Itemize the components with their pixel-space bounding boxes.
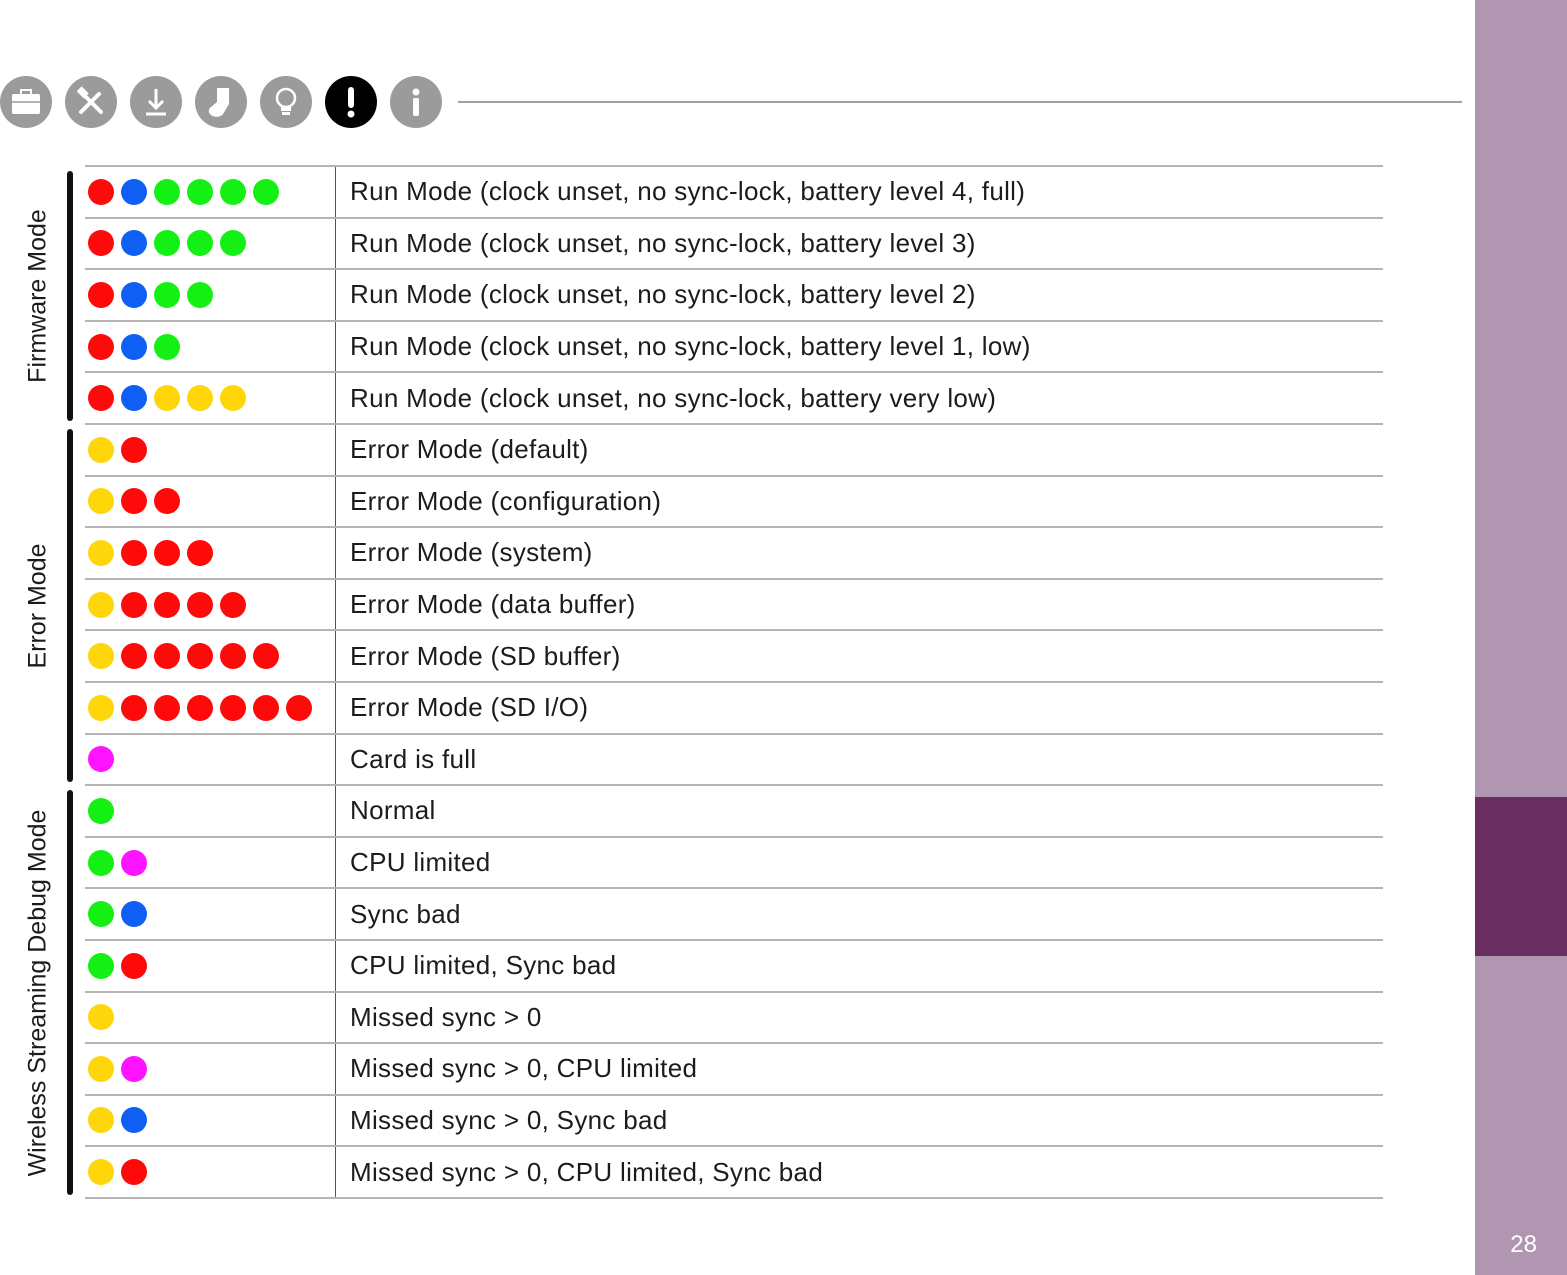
section-bracket	[67, 171, 73, 421]
led-dot-yellow	[154, 385, 180, 411]
led-dot-blue	[121, 334, 147, 360]
led-pattern	[85, 631, 336, 681]
led-dot-red	[154, 592, 180, 618]
status-description: Run Mode (clock unset, no sync-lock, battery level 2)	[350, 279, 976, 310]
led-dot-red	[121, 1159, 147, 1185]
exclamation-icon[interactable]	[325, 76, 377, 128]
led-dot-green	[220, 230, 246, 256]
led-pattern	[85, 941, 336, 991]
led-dot-red	[187, 592, 213, 618]
led-dot-green	[187, 179, 213, 205]
section-label: Firmware Mode	[23, 209, 52, 383]
sidebar-active-section	[1475, 797, 1567, 956]
led-dot-red	[121, 592, 147, 618]
led-pattern	[85, 425, 336, 475]
tools-icon[interactable]	[65, 76, 117, 128]
led-dot-blue	[121, 179, 147, 205]
led-dot-green	[88, 850, 114, 876]
led-dot-red	[154, 643, 180, 669]
led-pattern	[85, 1147, 336, 1197]
led-dot-green	[88, 798, 114, 824]
led-dot-yellow	[220, 385, 246, 411]
table-row	[85, 219, 1383, 271]
led-dot-red	[121, 953, 147, 979]
status-description: Error Mode (system)	[350, 537, 593, 568]
led-dot-red	[154, 488, 180, 514]
status-description: CPU limited	[350, 847, 491, 878]
led-pattern	[85, 838, 336, 888]
status-description: Missed sync > 0, Sync bad	[350, 1104, 668, 1135]
led-dot-yellow	[88, 1159, 114, 1185]
led-dot-red	[121, 540, 147, 566]
led-dot-red	[154, 540, 180, 566]
header-divider	[458, 101, 1462, 103]
led-dot-magenta	[121, 850, 147, 876]
section-label: Wireless Streaming Debug Mode	[23, 809, 52, 1177]
led-pattern	[85, 993, 336, 1043]
led-pattern	[85, 167, 336, 217]
led-pattern	[85, 735, 336, 785]
table-row	[85, 322, 1383, 374]
led-dot-green	[253, 179, 279, 205]
led-dot-green	[154, 334, 180, 360]
led-dot-red	[253, 643, 279, 669]
table-row	[85, 786, 1383, 838]
section-icon-row	[0, 76, 442, 130]
status-description: Run Mode (clock unset, no sync-lock, battery level 1, low)	[350, 331, 1031, 362]
table-row	[85, 167, 1383, 219]
led-dot-red	[121, 437, 147, 463]
led-dot-red	[88, 385, 114, 411]
led-dot-red	[88, 230, 114, 256]
download-icon[interactable]	[130, 76, 182, 128]
table-row	[85, 631, 1383, 683]
led-dot-yellow	[88, 695, 114, 721]
led-dot-red	[154, 695, 180, 721]
led-dot-magenta	[88, 746, 114, 772]
table-row	[85, 941, 1383, 993]
led-dot-magenta	[121, 1056, 147, 1082]
table-row	[85, 683, 1383, 735]
status-description: Missed sync > 0	[350, 1001, 542, 1032]
status-description: Missed sync > 0, CPU limited	[350, 1053, 698, 1084]
led-status-table	[85, 165, 1383, 1199]
led-dot-yellow	[88, 1056, 114, 1082]
status-description: Sync bad	[350, 898, 461, 929]
led-dot-green	[88, 901, 114, 927]
led-dot-blue	[121, 282, 147, 308]
led-pattern	[85, 683, 336, 733]
status-description: Error Mode (SD I/O)	[350, 692, 589, 723]
led-dot-yellow	[88, 540, 114, 566]
led-dot-green	[187, 230, 213, 256]
status-description: Error Mode (configuration)	[350, 485, 662, 516]
page-number: 28	[1510, 1231, 1537, 1258]
led-pattern	[85, 219, 336, 269]
led-dot-green	[220, 179, 246, 205]
status-description: Error Mode (data buffer)	[350, 589, 636, 620]
table-row	[85, 838, 1383, 890]
briefcase-icon[interactable]	[0, 76, 52, 128]
led-dot-red	[220, 592, 246, 618]
led-dot-yellow	[187, 385, 213, 411]
led-dot-blue	[121, 230, 147, 256]
led-dot-blue	[121, 901, 147, 927]
table-row	[85, 993, 1383, 1045]
status-description: Run Mode (clock unset, no sync-lock, battery level 3)	[350, 227, 976, 258]
led-pattern	[85, 580, 336, 630]
led-dot-green	[154, 230, 180, 256]
led-dot-red	[88, 179, 114, 205]
led-dot-red	[121, 488, 147, 514]
section-bracket	[67, 429, 73, 782]
status-description: Run Mode (clock unset, no sync-lock, battery level 4, full)	[350, 176, 1026, 207]
table-row	[85, 373, 1383, 425]
section-label: Error Mode	[23, 543, 52, 669]
table-row	[85, 1044, 1383, 1096]
led-dot-green	[154, 179, 180, 205]
table-row	[85, 889, 1383, 941]
section-bracket	[67, 790, 73, 1195]
led-pattern	[85, 786, 336, 836]
led-pattern	[85, 270, 336, 320]
led-dot-yellow	[88, 643, 114, 669]
led-pattern	[85, 373, 336, 423]
status-description: Normal	[350, 795, 436, 826]
led-dot-red	[253, 695, 279, 721]
led-dot-yellow	[88, 592, 114, 618]
sock-icon[interactable]	[195, 76, 247, 128]
led-dot-red	[121, 695, 147, 721]
led-dot-yellow	[88, 1107, 114, 1133]
led-pattern	[85, 1044, 336, 1094]
led-dot-blue	[121, 385, 147, 411]
table-row	[85, 580, 1383, 632]
led-dot-green	[187, 282, 213, 308]
led-pattern	[85, 477, 336, 527]
led-dot-red	[220, 643, 246, 669]
led-dot-yellow	[88, 1004, 114, 1030]
led-dot-red	[286, 695, 312, 721]
led-dot-red	[187, 540, 213, 566]
led-pattern	[85, 1096, 336, 1146]
lightbulb-icon[interactable]	[260, 76, 312, 128]
right-sidebar	[1475, 0, 1567, 1275]
led-dot-red	[88, 282, 114, 308]
status-description: Run Mode (clock unset, no sync-lock, battery very low)	[350, 382, 997, 413]
led-dot-red	[220, 695, 246, 721]
led-dot-green	[88, 953, 114, 979]
led-pattern	[85, 528, 336, 578]
status-description: Error Mode (default)	[350, 434, 589, 465]
led-dot-red	[187, 643, 213, 669]
info-icon[interactable]	[390, 76, 442, 128]
status-description: Missed sync > 0, CPU limited, Sync bad	[350, 1156, 824, 1187]
led-dot-red	[121, 643, 147, 669]
table-row	[85, 1096, 1383, 1148]
table-row	[85, 270, 1383, 322]
led-dot-red	[187, 695, 213, 721]
table-row	[85, 1147, 1383, 1199]
led-pattern	[85, 322, 336, 372]
table-row	[85, 425, 1383, 477]
led-pattern	[85, 889, 336, 939]
status-description: Card is full	[350, 743, 477, 774]
led-dot-yellow	[88, 437, 114, 463]
led-dot-red	[88, 334, 114, 360]
led-dot-yellow	[88, 488, 114, 514]
table-row	[85, 735, 1383, 787]
led-dot-green	[154, 282, 180, 308]
table-row	[85, 528, 1383, 580]
status-description: CPU limited, Sync bad	[350, 950, 617, 981]
table-row	[85, 477, 1383, 529]
led-dot-blue	[121, 1107, 147, 1133]
status-description: Error Mode (SD buffer)	[350, 640, 621, 671]
